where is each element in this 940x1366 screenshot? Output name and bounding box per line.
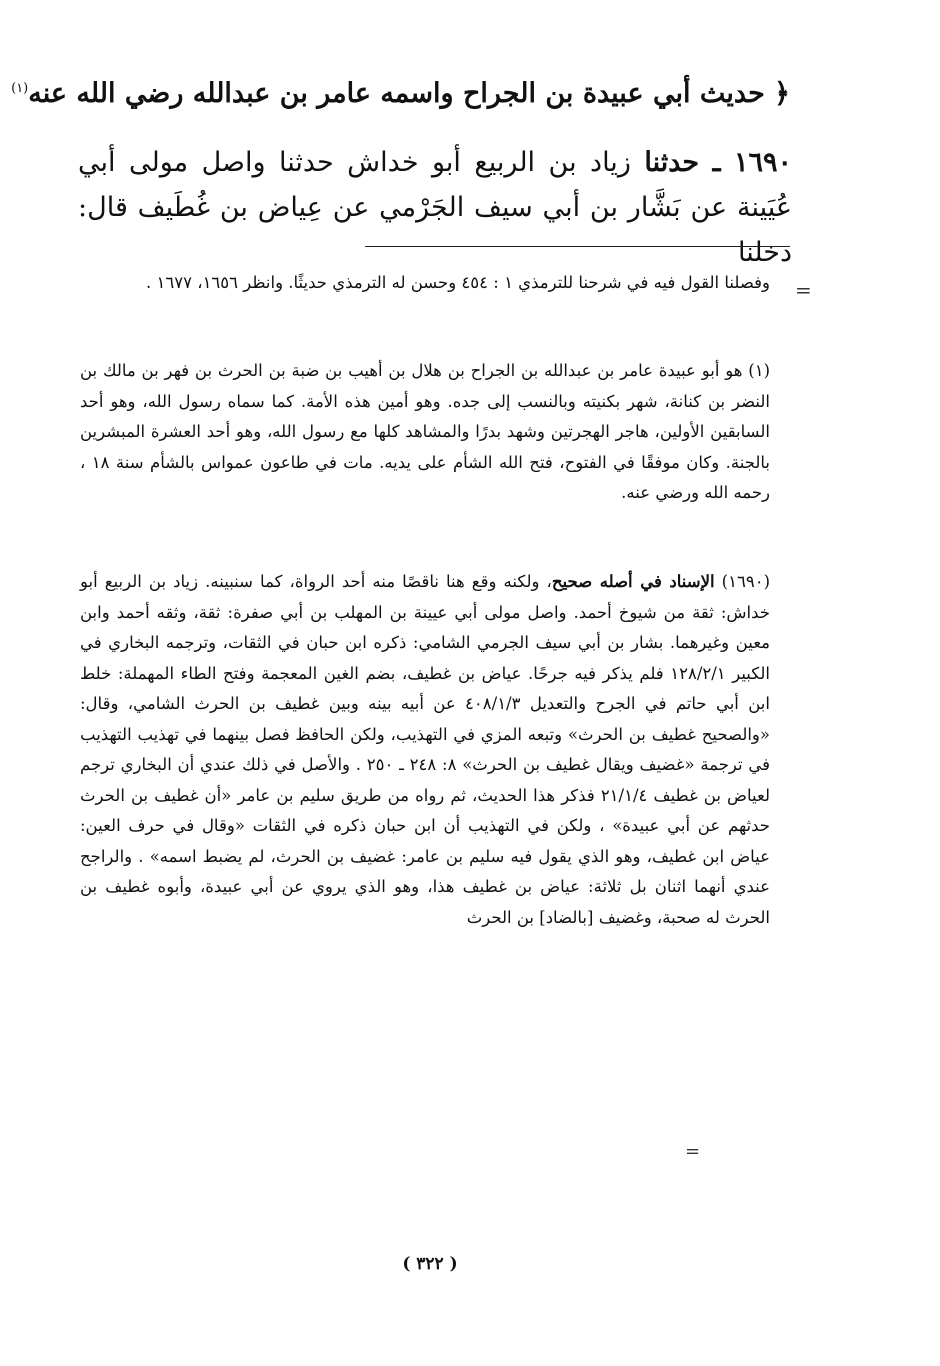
footnote-1690-text: ، ولكنه وقع هنا ناقصًا منه أحد الرواة، كما سنبينه. زياد بن الربيع أبو خداش: ثقة من شيوخ أحمد. واصل مولى أبي عيينة بن المهلب بن أبي صفرة: ثقة، وثقه أحمد وابن معين وغيرهما. بشار بن أبي سيف الجرمي الشامي: ذكره ابن حبان في الثقات، وترجمه البخاري في الكبير ١٢٨/٢/١ فلم يذكر فيه جرحًا. عياض بن غطيف، بضم الغين المعجمة وفتح الطاء المهملة: خلط ابن أبي حاتم في الجرح والتعديل ٤٠٨/١/٣ عن أبيه بينه وبين غطيف بن الحرث الشامي، وقال: «والصحيح غطيف بن الحرث» وتبعه المزي في التهذيب، ولكن الحافظ فصل بينهما في تهذيب التهذيب في ترجمة «غضيف ويقال غطيف بن الحرث» ٨: ٢٤٨ ـ ٢٥٠ . والأصل في ذلك عندي أن البخاري ترجم لعياض بن غطيف ٢١/١/٤ فذكر هذا الحديث، ثم رواه من طريق سليم بن عامر «أن غطيف بن الحرث حدثهم عن أبي عبيدة» ، ولكن في التهذيب أن ابن حبان ذكره في الثقات «وقال في حرف العين: عياض ابن غطيف، وهو الذي يقول فيه سليم بن عامر: غضيف بن الحرث، لم يضبط اسمه» . والراجح عندي أنهما اثنان بل ثلاثة: عياض بن غطيف هذا، وهو الذي يروي عن أبي عبيدة، وأبوه غطيف بن الحرث له صحبة، وغضيف [بالضاد] بن الحرث	[80, 572, 771, 927]
hadith-dash: ـ	[712, 147, 721, 178]
chapter-title: حديث أبي عبيدة بن الجراح واسمه عامر بن عبدالله رضي الله عنه	[28, 78, 765, 109]
footnote-continued	[80, 268, 770, 299]
chapter-heading	[11, 78, 790, 109]
end-continuation-mark: =	[685, 1141, 701, 1162]
ornate-close-bracket	[0, 78, 2, 109]
footnote-1-text: هو أبو عبيدة عامر بن عبدالله بن الجراح بن هلال بن أهيب بن ضبة بن الحرث بن فهر بن مالك بن النضر بن كنانة، شهر بكنيته وبالنسب إلى جده. وهو أمين هذه الأمة. كما سماه رسول الله، وهو أحد السابقين الأولين، هاجر الهجرتين وشهد بدرًا والمشاهد كلها مع رسول الله، وهو أحد العشرة المبشرين بالجنة. وكان موفقًا في الفتوح، فتح الله الشأم على يديه. مات في طاعون عمواس بالشأم سنة ١٨ ، رحمه الله ورضي عنه.	[80, 361, 770, 502]
hadith-number: ١٦٩٠	[733, 147, 792, 178]
footnote-continued-text: وفصلنا القول فيه في شرحنا للترمذي ١ : ٤٥٤ وحسن له الترمذي حديثًا. وانظر ١٦٥٦، ١٦٧٧ .	[146, 273, 770, 292]
footnote-separator	[365, 246, 790, 247]
ornate-open-bracket: ﴿	[774, 78, 790, 109]
heading-footnote-ref: (١)	[11, 81, 29, 96]
page-number: ( ٣٢٢ )	[402, 1254, 458, 1274]
footnote-1690-bold: الإسناد في أصله صحيح	[551, 572, 715, 591]
hadith-text	[78, 140, 792, 275]
footnote-1	[80, 356, 770, 509]
hadith-lead-word: حدثنا	[644, 147, 700, 178]
footnote-1690-label: (١٦٩٠)	[721, 572, 770, 591]
continuation-mark: =	[795, 278, 812, 302]
hadith-body: زياد بن الربيع أبو خداش حدثنا واصل مولى أبي عُيَينة عن بَشَّار بن أبي سيف الجَرْمي عن عِياض بن غُطَيف قال: دخلنا	[78, 147, 792, 268]
footnote-1690	[80, 567, 770, 933]
footnote-1-label: (١)	[748, 361, 770, 380]
